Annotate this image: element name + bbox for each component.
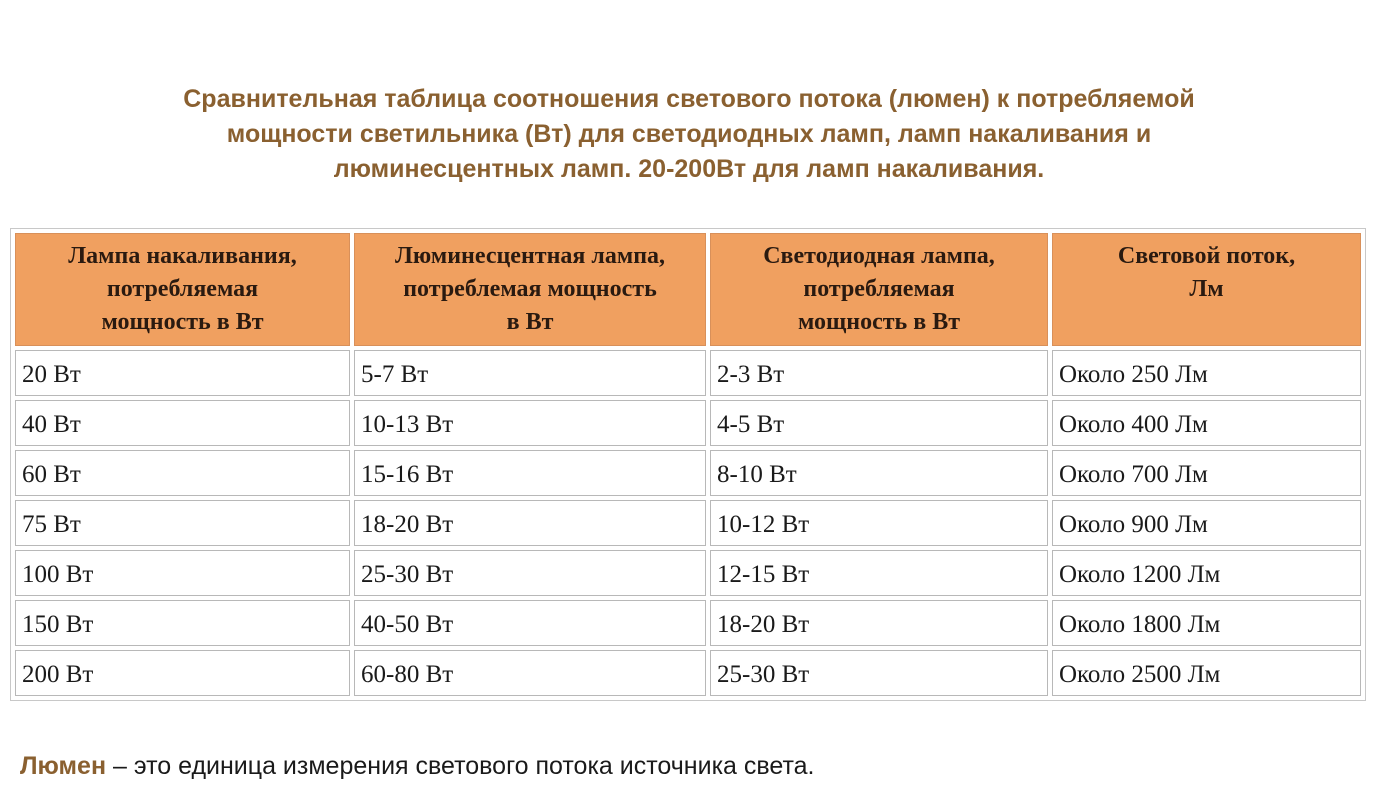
- footnote: [20, 752, 815, 781]
- cell-fluorescent: 10-13 Вт: [354, 400, 706, 446]
- cell-lumens: Около 400 Лм: [1052, 400, 1361, 446]
- header-text: Люминесцентная лампа,: [394, 243, 666, 269]
- cell-led: 10-12 Вт: [710, 500, 1048, 546]
- header-text: потребляемая: [803, 276, 955, 302]
- cell-led: 25-30 Вт: [710, 650, 1048, 696]
- header-text: в Вт: [506, 309, 554, 335]
- title-line-2: мощности светильника (Вт) для светодиодных ламп, ламп накаливания и: [226, 120, 1152, 148]
- cell-incandescent: 20 Вт: [15, 350, 350, 396]
- cell-lumens: Около 2500 Лм: [1052, 650, 1361, 696]
- page-title: [40, 82, 1338, 187]
- table-row: [15, 650, 1361, 696]
- table-row: [15, 600, 1361, 646]
- cell-fluorescent: 60-80 Вт: [354, 650, 706, 696]
- cell-led: 2-3 Вт: [710, 350, 1048, 396]
- cell-fluorescent: 18-20 Вт: [354, 500, 706, 546]
- cell-lumens: Около 250 Лм: [1052, 350, 1361, 396]
- cell-lumens: Около 1200 Лм: [1052, 550, 1361, 596]
- cell-incandescent: 200 Вт: [15, 650, 350, 696]
- table-row: [15, 350, 1361, 396]
- table-row: [15, 550, 1361, 596]
- cell-incandescent: 40 Вт: [15, 400, 350, 446]
- comparison-table: [11, 229, 1365, 700]
- cell-incandescent: 75 Вт: [15, 500, 350, 546]
- header-text: потребляемая: [106, 276, 259, 302]
- header-text: Световой поток,: [1117, 243, 1296, 269]
- header-led: [710, 233, 1048, 346]
- table-row: [15, 500, 1361, 546]
- header-text: Светодиодная лампа,: [763, 243, 995, 269]
- cell-fluorescent: 40-50 Вт: [354, 600, 706, 646]
- cell-fluorescent: 15-16 Вт: [354, 450, 706, 496]
- cell-lumens: Около 900 Лм: [1052, 500, 1361, 546]
- header-fluorescent: [354, 233, 706, 346]
- footnote-term: Люмен: [20, 752, 107, 780]
- cell-led: 4-5 Вт: [710, 400, 1048, 446]
- cell-lumens: Около 700 Лм: [1052, 450, 1361, 496]
- header-text: Лампа накаливания,: [68, 243, 297, 269]
- cell-incandescent: 150 Вт: [15, 600, 350, 646]
- cell-fluorescent: 25-30 Вт: [354, 550, 706, 596]
- title-line-3: люминесцентных ламп. 20-200Вт для ламп накаливания.: [333, 155, 1045, 183]
- cell-led: 12-15 Вт: [710, 550, 1048, 596]
- title-line-1: Сравнительная таблица соотношения светового потока (люмен) к потребляемой: [183, 85, 1195, 113]
- table-header-row: [15, 233, 1361, 346]
- header-text: потреблемая мощность: [403, 276, 657, 302]
- cell-fluorescent: 5-7 Вт: [354, 350, 706, 396]
- table-row: [15, 400, 1361, 446]
- cell-led: 8-10 Вт: [710, 450, 1048, 496]
- header-text: мощность в Вт: [101, 309, 264, 335]
- cell-lumens: Около 1800 Лм: [1052, 600, 1361, 646]
- table-row: [15, 450, 1361, 496]
- header-text: мощность в Вт: [797, 309, 960, 335]
- header-text: Лм: [1189, 276, 1224, 302]
- cell-incandescent: 100 Вт: [15, 550, 350, 596]
- cell-incandescent: 60 Вт: [15, 450, 350, 496]
- header-incandescent: [15, 233, 350, 346]
- footnote-text: – это единица измерения светового потока источника света.: [106, 752, 815, 780]
- comparison-table-container: [10, 228, 1366, 701]
- cell-led: 18-20 Вт: [710, 600, 1048, 646]
- header-luminous-flux: [1052, 233, 1361, 346]
